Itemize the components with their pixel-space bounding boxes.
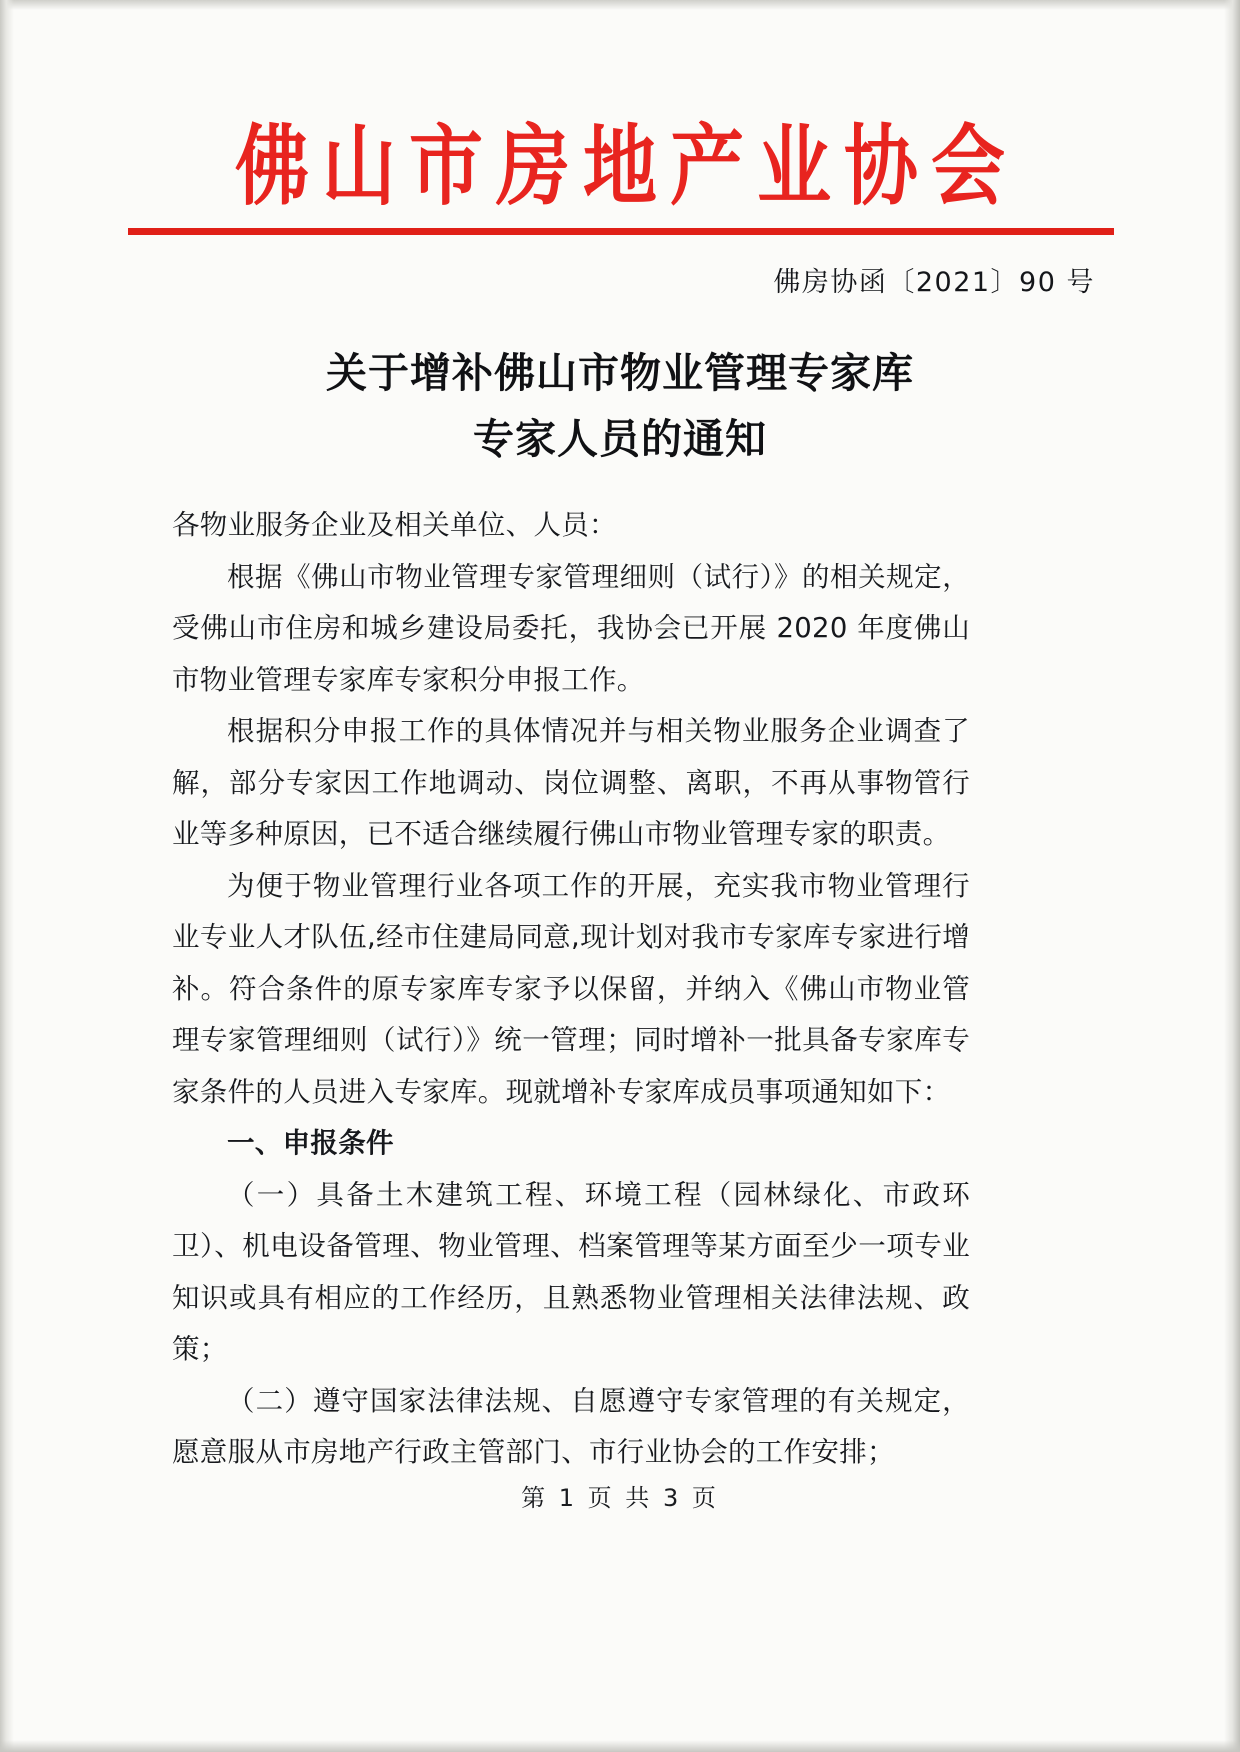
document-body	[172, 500, 970, 1479]
document-title-line-1: 关于增补佛山市物业管理专家库	[326, 349, 914, 397]
document-number: 佛房协函〔2021〕90 号	[773, 267, 1095, 298]
body-paragraph-1: 根据《佛山市物业管理专家管理细则（试行）》的相关规定，受佛山市住房和城乡建设局委托，我协会已开展 2020 年度佛山市物业管理专家库专家积分申报工作。	[172, 560, 970, 696]
condition-item-2: （二）遵守国家法律法规、自愿遵守专家管理的有关规定，愿意服从市房地产行政主管部门、市行业协会的工作安排；	[172, 1384, 970, 1468]
body-paragraph-2: 根据积分申报工作的具体情况并与相关物业服务企业调查了解，部分专家因工作地调动、岗位调整、离职，不再从事物管行业等多种原因，已不适合继续履行佛山市物业管理专家的职责。	[172, 715, 970, 850]
page-number-footer: 第 1 页 共 3 页	[521, 1484, 719, 1512]
section-heading-declaration-conditions: 一、申报条件	[227, 1127, 394, 1159]
salutation: 各物业服务企业及相关单位、人员：	[172, 509, 617, 541]
document-title-line-2: 专家人员的通知	[473, 415, 767, 463]
masthead-red-rule	[128, 228, 1114, 235]
masthead	[150, 116, 1090, 218]
condition-item-1: （一）具备土木建筑工程、环境工程（园林绿化、市政环卫）、机电设备管理、物业管理、档案管理等某方面至少一项专业知识或具有相应的工作经历，且熟悉物业管理相关法律法规、政策；	[172, 1178, 970, 1365]
body-paragraph-3: 为便于物业管理行业各项工作的开展，充实我市物业管理行业专业人才队伍,经市住建局同意,现计划对我市专家库专家进行增补。符合条件的原专家库专家予以保留，并纳入《佛山市物业管理专家管理细则（试行）》统一管理；同时增补一批具备专家库专家条件的人员进入专家库。现就增补专家库成员事项通知如下：	[172, 869, 970, 1108]
organization-name: 佛山市房地产业协会	[235, 116, 1018, 218]
document-title	[170, 340, 1070, 472]
